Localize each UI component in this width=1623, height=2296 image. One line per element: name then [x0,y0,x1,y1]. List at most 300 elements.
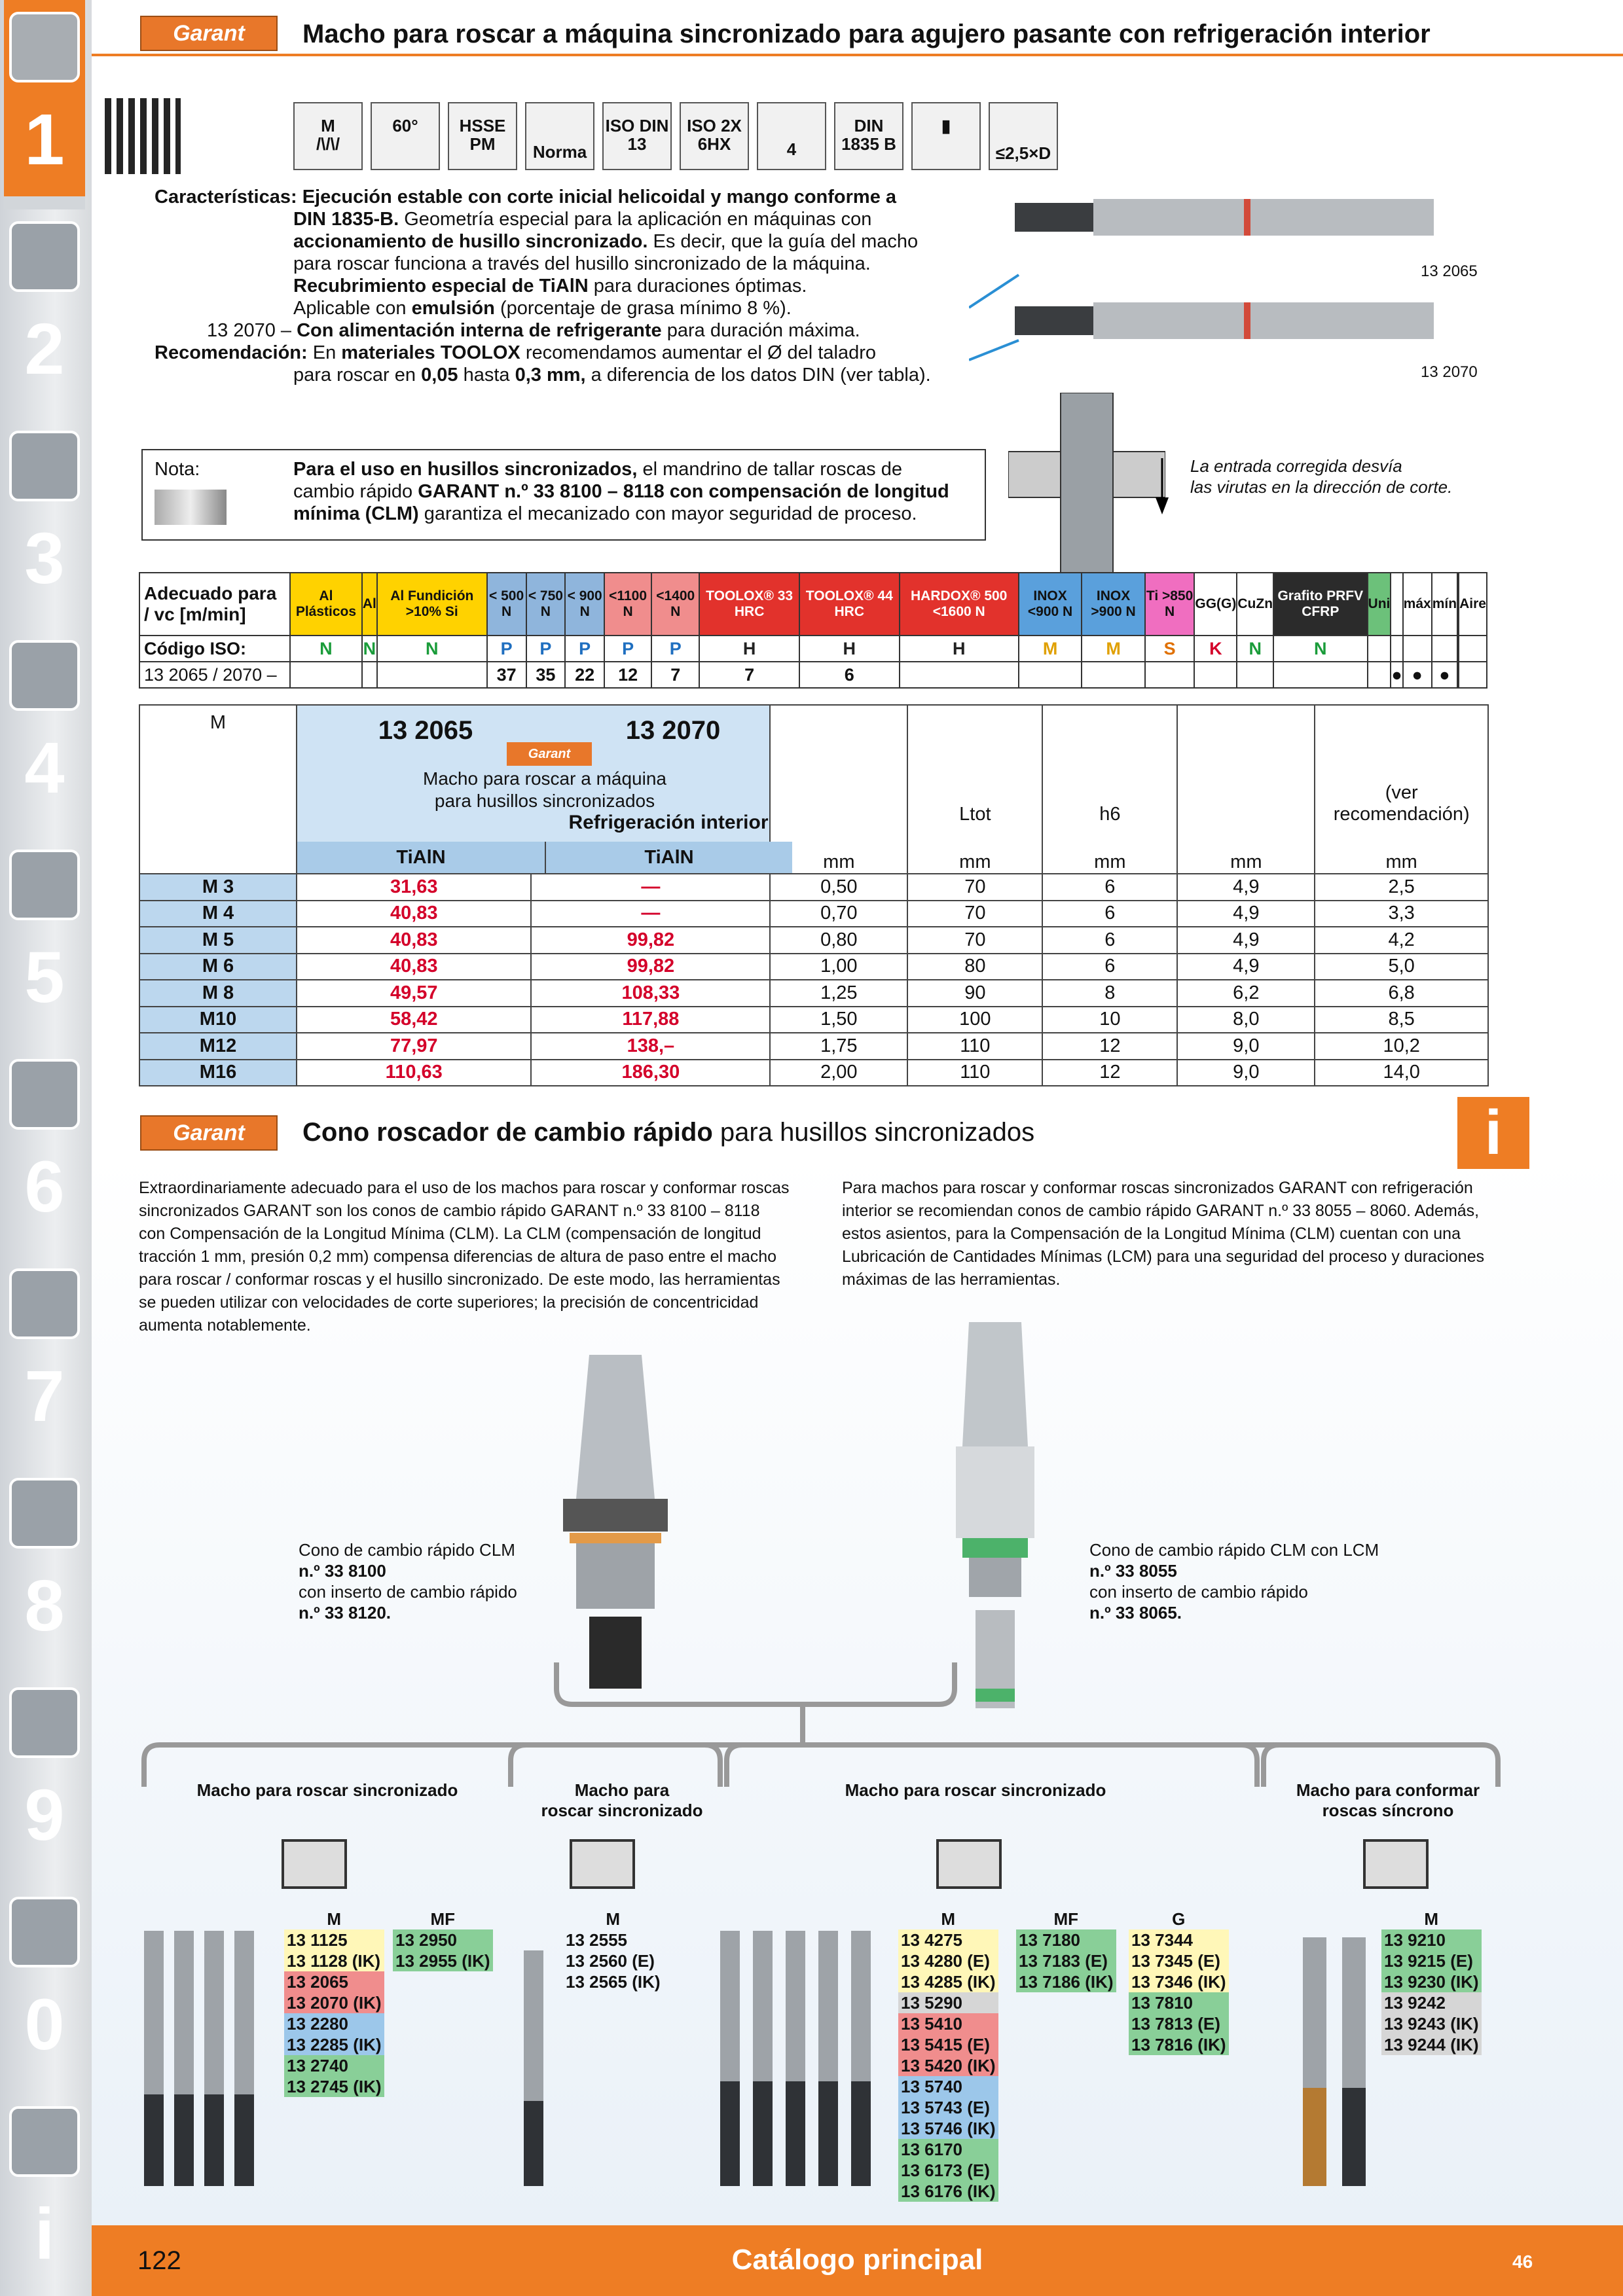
material-col: INOX <900 N [1019,573,1082,636]
iso-code: H [900,636,1019,662]
table-row [139,980,1488,1007]
info-icon[interactable]: i [1457,1097,1529,1169]
cutting-speed [1145,662,1195,688]
list-m-form: M 13 9210 13 9215 (E) 13 9230 (IK) 13 9242 13 9243 (IK) 13 9244 (IK) [1379,1909,1484,2055]
dimension-cell: 6,2 [1177,980,1315,1007]
chapter-number: 1 [24,99,65,180]
sidebar-tab-info[interactable] [4,2094,85,2291]
chapter-number: 8 [24,1566,65,1646]
article-number[interactable]: 13 4280 (E) [898,1950,998,1971]
symbol-iso-tolerance: ISO 2X 6HX [680,102,749,170]
intro-text-left [139,1177,833,1337]
dimension-cell: 6 [1042,901,1177,927]
article-number[interactable]: 13 7344 [1129,1929,1229,1950]
dimension-cell: 4,9 [1177,954,1315,980]
intro-text-right [842,1177,1536,1291]
price-cell: 40,83 [297,901,531,927]
list-m-sync-2: M 13 2555 13 2560 (E) 13 2565 (IK) [560,1909,666,1992]
dimension-cell: 4,2 [1315,927,1488,954]
size-cell: M 8 [139,980,297,1007]
size-cell: M 4 [139,901,297,927]
chapter-number: 5 [24,937,65,1018]
garant-logo-small: Garant [507,742,592,766]
price-cell: 110,63 [297,1060,531,1086]
sidebar-tab-3[interactable] [4,419,85,615]
product-desc-2: para husillos sincronizados [434,791,655,811]
article-number[interactable]: 13 4275 [898,1929,998,1950]
chapter-icon [9,1059,80,1130]
price-cell: 49,57 [297,980,531,1007]
group-sync-tap-1: Macho para roscar sincronizado [196,1780,458,1800]
group-sync-tap-3: Macho para roscar sincronizado [845,1780,1106,1800]
cutting-speed [1082,662,1145,688]
blind-hole-icon [936,1839,1002,1889]
chapter-number: 0 [24,1984,65,2065]
table-row [139,1060,1488,1086]
chapter-icon [9,2106,80,2177]
chapter-icon [9,1478,80,1549]
intro-line: sincronizados GARANT son los conos de cambio rápido GARANT n.º 33 8100 – 8118 [139,1202,760,1220]
article-number[interactable]: 13 9230 (IK) [1381,1971,1482,1992]
header-13-2070: 13 2070 [625,716,721,745]
article-number[interactable]: 13 7186 (IK) [1016,1971,1116,1992]
material-col: Aire [1459,573,1487,636]
article-number[interactable]: 13 6170 [898,2139,998,2160]
header-pitch: mm [770,705,907,874]
tap-shank-2070 [1093,302,1434,339]
tap-ring-2065 [1244,199,1250,236]
material-col: Al Fundición >10% Si [377,573,487,636]
dimension-cell: 6 [1042,954,1177,980]
list-mf-sync-3: MF 13 7180 13 7183 (E) 13 7186 (IK) [1013,1909,1119,1992]
chapter-number: 6 [24,1147,65,1227]
dimension-cell: 12 [1042,1060,1177,1086]
dimension-cell: 10,2 [1315,1033,1488,1060]
direction-arrow-icon [1152,458,1172,517]
article-number[interactable]: 13 7813 (E) [1129,2013,1229,2034]
dimension-cell: 12 [1042,1033,1177,1060]
material-col: GG(G) [1194,573,1237,636]
dimension-cell: 8,5 [1315,1007,1488,1033]
size-cell: M16 [139,1060,297,1086]
dimension-cell: 2,5 [1315,874,1488,901]
iso-code: P [487,636,526,662]
list-g-sync-3: G 13 7344 13 7345 (E) 13 7346 (IK) 13 7810 13 7813 (E) 13 7816 (IK) [1126,1909,1231,2055]
size-cell: M12 [139,1033,297,1060]
garant-logo: Garant [140,16,278,51]
cutting-speed: 12 [604,662,651,688]
intro-line: tracción 1 mm, presión 0,2 mm) compensa diferencias de altura de paso entre el macho [139,1247,777,1266]
intro-line: interior se recomiendan conos de cambio rápido GARANT n.º 33 8055 – 8060. Además, [842,1202,1480,1220]
header-products [297,705,770,874]
intro-line: Lubricación de Cantidades Mínimas (LCM) para una seguridad del proceso y duraciones [842,1247,1485,1266]
material-col: Grafito PRFV CFRP [1273,573,1368,636]
dimension-cell: 3,3 [1315,901,1488,927]
cutting-speed: 6 [799,662,900,688]
symbol-metric: M /\/\/ [293,102,363,170]
iso-code: M [1019,636,1082,662]
toolholder-thumbnail [155,490,227,525]
materials-table [139,572,1487,689]
article-number[interactable]: 13 5743 (E) [898,2097,998,2118]
iso-code: N [377,636,487,662]
dimension-cell: 9,0 [1177,1033,1315,1060]
sidebar-tab-6[interactable] [4,1047,85,1244]
cutting-speed: ● [1391,662,1402,688]
article-number[interactable]: 13 2285 (IK) [284,2034,384,2055]
iso-code: H [799,636,900,662]
sidebar-tab-1[interactable] [4,0,85,196]
article-number[interactable]: 13 1128 (IK) [284,1950,384,1971]
header-m: M [139,705,297,874]
article-number[interactable]: 13 2560 (E) [566,1951,655,1971]
price-cell: 108,33 [531,980,770,1007]
iso-code: N [1237,636,1273,662]
tool-label-2065: 13 2065 [1421,262,1478,280]
chapter-number: 9 [24,1775,65,1856]
coolant-icon: ▮ [911,102,981,170]
dimension-cell: 0,80 [770,927,907,954]
article-number[interactable]: 13 9210 [1381,1929,1482,1950]
page-footer [92,2225,1623,2296]
intro-line: estos asientos, para la Compensación de la Longitud Mínima (CLM) cuentan con una [842,1225,1461,1243]
price-cell: 31,63 [297,874,531,901]
sidebar-tab-2[interactable] [4,209,85,406]
article-number[interactable]: 13 7346 (IK) [1129,1971,1229,1992]
vc-row-label: 13 2065 / 2070 – [139,662,290,688]
iso-code: N [290,636,362,662]
material-row-label: Adecuado para / vc [m/min] [139,573,290,636]
cutting-speed [1459,662,1487,688]
price-cell: 186,30 [531,1060,770,1086]
intro-line: para roscar / conformar roscas y el husillo sincronizado. De este modo, las herramientas [139,1270,780,1289]
chip-note: La entrada corregida desvía las virutas en la dirección de corte. [1190,456,1453,497]
through-hole-icon [282,1839,347,1889]
price-cell: 40,83 [297,954,531,980]
material-col: Al [362,573,377,636]
cutting-speed [1368,662,1391,688]
article-number[interactable]: 13 6173 (E) [898,2160,998,2181]
article-number[interactable]: 13 2555 [566,1930,627,1950]
chapter-icon [9,850,80,920]
material-col: <1100 N [604,573,651,636]
intro-line: con Compensación de la Longitud Mínima (CLM). La CLM (compensación de longitud [139,1225,761,1243]
cutting-speed: 35 [526,662,566,688]
price-cell: 99,82 [531,927,770,954]
symbol-angle: 60° [371,102,440,170]
size-cell: M10 [139,1007,297,1033]
dimension-cell: 0,50 [770,874,907,901]
material-col: Al Plásticos [290,573,362,636]
dimensions-table [139,704,1489,1086]
iso-code: P [651,636,699,662]
article-number[interactable]: 13 6176 (IK) [898,2181,998,2202]
cutting-speed [362,662,377,688]
section-header-holders [92,1106,1623,1156]
note-label: Nota: [155,459,200,480]
intro-line: Para machos para roscar y conformar roscas sincronizados GARANT con refrigeración [842,1179,1473,1197]
tap-thread-2070 [1015,306,1093,335]
article-number[interactable]: 13 9243 (IK) [1381,2013,1482,2034]
table-row [139,954,1488,980]
symbol-material: HSSE PM [448,102,517,170]
article-number[interactable]: 13 5410 [898,2013,998,2034]
dimension-cell: 80 [907,954,1042,980]
material-col: TOOLOX® 33 HRC [699,573,799,636]
section-title: Cono roscador de cambio rápido [302,1118,713,1147]
iso-code: P [565,636,604,662]
group-form-tap: Macho para conformar roscas síncrono [1296,1780,1480,1820]
header-ltot: Ltot mm [907,705,1042,874]
iso-code [1459,636,1487,662]
material-col: mín [1432,573,1457,636]
sidebar-tab-8[interactable] [4,1466,85,1662]
chapter-icon [9,221,80,292]
cutting-speed: ● [1403,662,1432,688]
material-col: CuZn [1237,573,1273,636]
cutting-speed [1273,662,1368,688]
chip-flow-illustration [1008,393,1165,576]
dimension-cell: 4,9 [1177,901,1315,927]
header-h6: h6 mm [1042,705,1177,874]
chapter-number: 7 [24,1356,65,1437]
cutting-speed [377,662,487,688]
chapter-icon [9,1268,80,1339]
table-row [139,927,1488,954]
cutting-speed [1237,662,1273,688]
iso-row-label: Código ISO: [139,636,290,662]
material-col [1391,573,1402,636]
holder-1-caption: Cono de cambio rápido CLM n.º 33 8100 con inserto de cambio rápido n.º 33 8120. [299,1540,517,1623]
symbol-iso-din13: ISO DIN 13 [602,102,672,170]
dimension-cell: 70 [907,874,1042,901]
iso-code: K [1194,636,1237,662]
table-row [139,901,1488,927]
article-number[interactable]: 13 5415 (E) [898,2034,998,2055]
article-number[interactable]: 13 2950 [393,1929,493,1950]
page-title: Macho para roscar a máquina sincronizado para agujero pasante con refrigeración interior [302,20,1431,48]
blind-hole-icon [570,1839,635,1889]
size-cell: M 3 [139,874,297,901]
price-cell: 40,83 [297,927,531,954]
cutting-speed [1194,662,1237,688]
iso-code [1432,636,1457,662]
dimension-cell: 6 [1042,927,1177,954]
product-desc-coolant: Refrigeración interior [568,812,769,833]
dimension-cell: 110 [907,1033,1042,1060]
intro-line: se pueden utilizar con velocidades de corte superiores; la precisión de concentricidad [139,1293,759,1312]
dimension-cell: 0,70 [770,901,907,927]
size-cell: M 6 [139,954,297,980]
cutting-speed: ● [1432,662,1457,688]
price-cell: 99,82 [531,954,770,980]
price-cell: 117,88 [531,1007,770,1033]
article-number[interactable]: 13 9242 [1381,1992,1482,2013]
article-number[interactable]: 13 7816 (IK) [1129,2034,1229,2055]
iso-code [1391,636,1402,662]
dimension-cell: 1,50 [770,1007,907,1033]
dimension-cell: 2,00 [770,1060,907,1086]
article-number[interactable]: 13 9215 (E) [1381,1950,1482,1971]
price-cell: 58,42 [297,1007,531,1033]
iso-code: P [604,636,651,662]
holder-clm-lcm-image [943,1322,1048,1715]
coolant-arrow [969,340,1019,360]
size-cell: M 5 [139,927,297,954]
price-cell: — [531,901,770,927]
chapter-number: 4 [24,728,65,808]
list-mf-sync-1: MF 13 2950 13 2955 (IK) [390,1909,496,1971]
dimension-cell: 10 [1042,1007,1177,1033]
sidebar-tab-7[interactable] [4,1257,85,1453]
article-number[interactable]: 13 2955 (IK) [393,1950,493,1971]
header-square: mm [1177,705,1315,874]
section-subtitle: para husillos sincronizados [720,1118,1035,1147]
article-number[interactable]: 13 7183 (E) [1016,1950,1116,1971]
tap-ring-2070 [1244,302,1250,339]
page-number: 122 [137,2246,181,2275]
chapter-number: 2 [24,309,65,389]
tool-label-2070: 13 2070 [1421,363,1478,381]
coating-2065: TiAlN [297,842,545,873]
material-col: máx [1403,573,1432,636]
dimension-cell: 8 [1042,980,1177,1007]
sheet-number: 46 [1512,2251,1533,2272]
chapter-icon [9,640,80,711]
dimension-cell: 6,8 [1315,980,1488,1007]
catalog-title: Catálogo principal [731,2244,983,2276]
symbol-through-hole: ≤2,5×D [989,102,1058,170]
material-col: < 750 N [526,573,566,636]
note-text: Para el uso en husillos sincronizados, el mandrino de tallar roscas de cambio rápido GARANT n.º 33 8100 – 8118 con compensación de longitud mínima (CLM) garantiza el mecanizado con mayor seguridad de proceso. [293,459,949,524]
chapter-number: i [34,2194,55,2274]
dimension-cell: 4,9 [1177,874,1315,901]
dimension-cell: 70 [907,901,1042,927]
qr-code[interactable] [105,98,181,174]
article-number[interactable]: 13 2740 [284,2055,384,2076]
article-number[interactable]: 13 7810 [1129,1992,1229,2013]
material-col: < 900 N [565,573,604,636]
dimension-cell: 8,0 [1177,1007,1315,1033]
features-text: Características: Ejecución estable con corte inicial helicoidal y mango conforme a DIN 1835-B. Geometría especial para la aplicación en máquinas con accionamiento de husillo sincronizado. Es decir, que la guía del macho para roscar funciona a través del husillo sincronizado de la máquina. Recubrimiento especial de TiAlN para duraciones óptimas. Aplicable con emulsión (porcentaje de grasa mínimo 8 %). 13 2070 – Con alimentación interna de refrigerante para duración máxima. Recomendación: En materiales TOOLOX recomendamos aumentar el Ø del taladro para roscar en 0,05 hasta 0,3 mm, a diferencia de los datos DIN (ver tabla). [155,187,931,386]
header-drill: (ver recomendación) mm [1315,705,1488,874]
dimension-cell: 4,9 [1177,927,1315,954]
iso-code: M [1082,636,1145,662]
article-number[interactable]: 13 9244 (IK) [1381,2034,1482,2055]
iso-code: N [362,636,377,662]
table-row [139,1007,1488,1033]
article-number[interactable]: 13 2280 [284,2013,384,2034]
holder-clm-image [550,1355,681,1695]
list-m-sync-3: M 13 4275 13 4280 (E) 13 4285 (IK) 13 5290 13 5410 13 5415 (E) 13 5420 (IK) 13 5740 13 5743 (E) 13 5746 (IK) 13 6170 13 6173 (E) 13 6176 (IK) [896,1909,1001,2202]
symbol-chamfer: 4 [757,102,826,170]
cutting-speed [900,662,1019,688]
chapter-icon [9,431,80,501]
coolant-arrow [969,275,1019,308]
article-number[interactable]: 13 2745 (IK) [284,2076,384,2097]
iso-code: N [1273,636,1368,662]
article-number[interactable]: 13 5420 (IK) [898,2055,998,2076]
tap-tool-illustrations [969,190,1545,380]
dimension-cell: 1,75 [770,1033,907,1060]
intro-line: Extraordinariamente adecuado para el uso de los machos para roscar y conformar roscas [139,1179,790,1197]
dimension-cell: 14,0 [1315,1060,1488,1086]
dimension-cell: 110 [907,1060,1042,1086]
chapter-icon [9,1687,80,1758]
article-number[interactable]: 13 2070 (IK) [284,1992,384,2013]
sidebar-tab-5[interactable] [4,838,85,1034]
dimension-cell: 70 [907,927,1042,954]
dimension-cell: 100 [907,1007,1042,1033]
cutting-speed: 7 [651,662,699,688]
dimension-cell: 1,25 [770,980,907,1007]
article-number[interactable]: 13 7180 [1016,1929,1116,1950]
article-number[interactable]: 13 5740 [898,2076,998,2097]
header-13-2065: 13 2065 [378,716,473,745]
article-number[interactable]: 13 5746 (IK) [898,2118,998,2139]
cutting-speed: 7 [699,662,799,688]
chapter-icon [9,12,80,82]
cutting-speed [290,662,362,688]
dimension-cell: 1,00 [770,954,907,980]
article-number[interactable]: 13 2565 (IK) [566,1972,661,1992]
cutting-speed: 22 [565,662,604,688]
material-col: Uni [1368,573,1391,636]
symbol-shank-din: DIN 1835 B [834,102,903,170]
material-col: TOOLOX® 44 HRC [799,573,900,636]
material-col: Ti >850 N [1145,573,1195,636]
table-row [139,874,1488,901]
tap-shank-2065 [1093,199,1434,236]
article-number[interactable]: 13 7345 (E) [1129,1950,1229,1971]
intro-line: aumenta notablemente. [139,1316,311,1335]
blind-hole-icon [1363,1839,1429,1889]
iso-code: P [526,636,566,662]
product-desc-1: Macho para roscar a máquina [423,768,666,789]
dimension-cell: 5,0 [1315,954,1488,980]
iso-code: H [699,636,799,662]
dimension-cell: 6 [1042,874,1177,901]
holder-2-caption: Cono de cambio rápido CLM con LCM n.º 33 8055 con inserto de cambio rápido n.º 33 8065. [1089,1540,1379,1623]
sidebar-tab-0[interactable] [4,1885,85,2081]
price-cell: 138,– [531,1033,770,1060]
price-cell: 77,97 [297,1033,531,1060]
iso-code: S [1145,636,1195,662]
material-col: HARDOX® 500 <1600 N [900,573,1019,636]
dimension-cell: 90 [907,980,1042,1007]
article-number[interactable]: 13 4285 (IK) [898,1971,998,1992]
dimension-cell: 9,0 [1177,1060,1315,1086]
material-col: <1400 N [651,573,699,636]
chapter-number: 3 [24,518,65,599]
article-number[interactable]: 13 2065 [284,1971,384,1992]
article-number[interactable]: 13 5290 [898,1992,998,2013]
sidebar-tab-9[interactable] [4,1676,85,1872]
tap-thread-2065 [1015,203,1093,232]
article-number[interactable]: 13 1125 [284,1929,384,1950]
table-row [139,1033,1488,1060]
sidebar-tab-4[interactable] [4,628,85,825]
section-header-taps [92,0,1623,56]
iso-code [1368,636,1391,662]
group-sync-tap-2: Macho para roscar sincronizado [541,1780,703,1820]
list-m-sync-1: M 13 1125 13 1128 (IK) 13 2065 13 2070 (IK) 13 2280 13 2285 (IK) 13 2740 13 2745 (IK) [282,1909,387,2097]
chapter-icon [9,1897,80,1967]
material-col: INOX >900 N [1082,573,1145,636]
intro-line: máximas de las herramientas. [842,1270,1061,1289]
cutting-speed [1019,662,1082,688]
iso-code [1403,636,1432,662]
